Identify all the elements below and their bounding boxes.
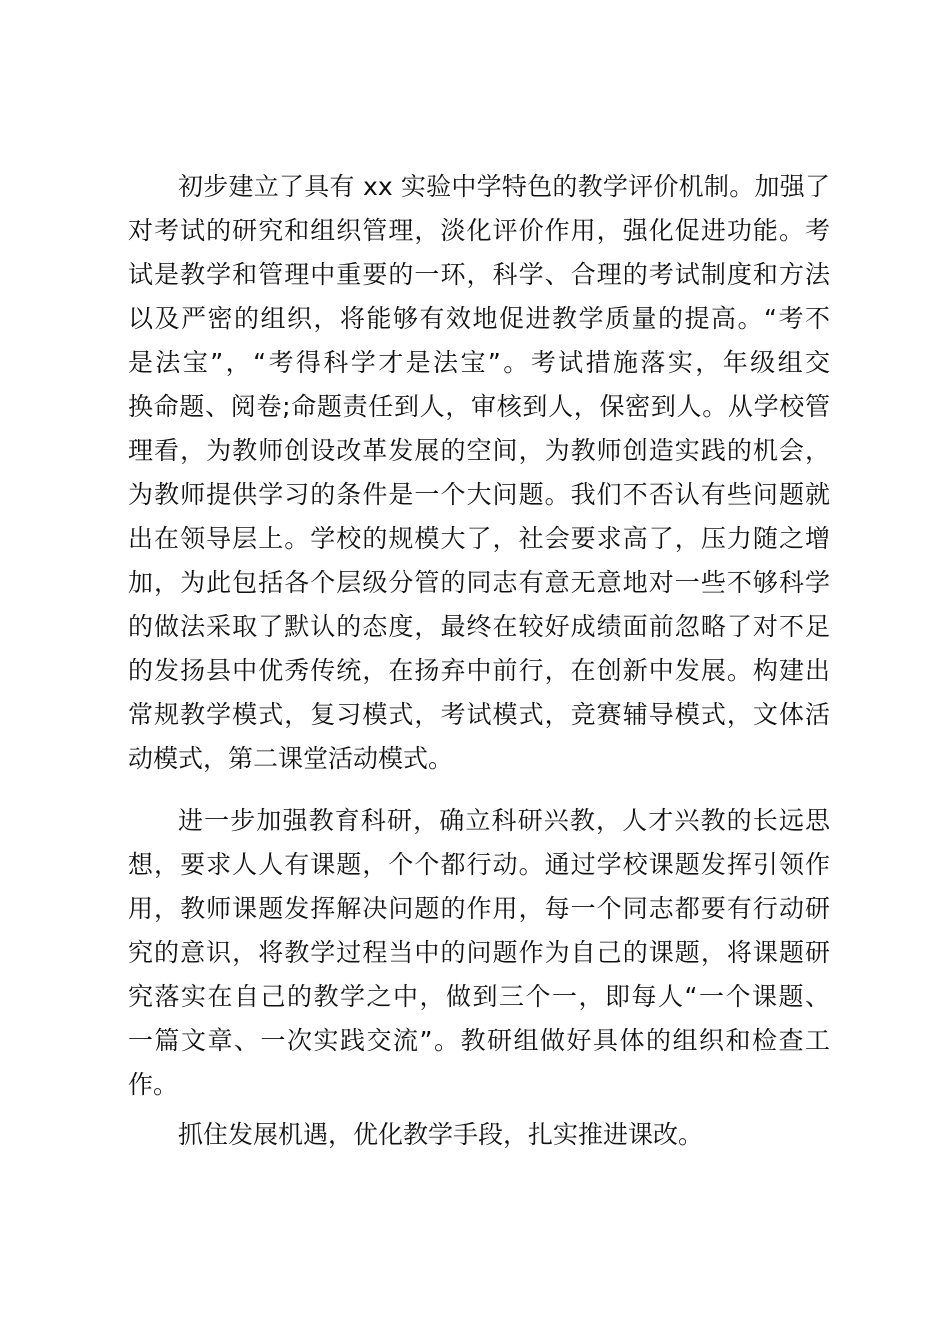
text-line: 常规教学模式，复习模式，考试模式，竞赛辅导模式，文体活 <box>128 700 830 729</box>
text-line: 初步建立了具有 xx 实验中学特色的教学评价机制。加强了 <box>178 172 830 201</box>
text-line: 加，为此包括各个层级分管的同志有意无意地对一些不够科学 <box>128 568 830 597</box>
text-line: 以及严密的组织，将能够有效地促进教学质量的提高。“考不 <box>128 304 830 333</box>
text-line: 究的意识，将教学过程当中的问题作为自己的课题，将课题研 <box>128 938 830 967</box>
text-line: 进一步加强教育科研，确立科研兴教，人才兴教的长远思 <box>178 806 830 835</box>
text-line: 理看，为教师创设改革发展的空间，为教师创造实践的机会， <box>128 436 830 465</box>
text-line: 为教师提供学习的条件是一个大问题。我们不否认有些问题就 <box>128 480 830 509</box>
text-line: 是法宝”，“考得科学才是法宝”。考试措施落实，年级组交 <box>128 348 830 377</box>
text-line: 用，教师课题发挥解决问题的作用，每一个同志都要有行动研 <box>128 894 830 923</box>
text-line: 的做法采取了默认的态度，最终在较好成绩面前忽略了对不足 <box>128 612 830 641</box>
text-line: 换命题、阅卷;命题责任到人，审核到人，保密到人。从学校管 <box>128 392 830 421</box>
text-line: 想，要求人人有课题，个个都行动。通过学校课题发挥引领作 <box>128 850 830 879</box>
text-line: 抓住发展机遇，优化教学手段，扎实推进课改。 <box>178 1120 704 1149</box>
text-line: 试是教学和管理中重要的一环，科学、合理的考试制度和方法 <box>128 260 830 289</box>
text-line: 究落实在自己的教学之中，做到三个一，即每人“一个课题、 <box>128 982 830 1011</box>
text-line: 作。 <box>128 1070 179 1099</box>
text-line: 对考试的研究和组织管理，淡化评价作用，强化促进功能。考 <box>128 216 830 245</box>
text-line: 出在领导层上。学校的规模大了，社会要求高了，压力随之增 <box>128 524 830 553</box>
text-line: 一篇文章、一次实践交流”。教研组做好具体的组织和检查工 <box>128 1026 830 1055</box>
text-line: 的发扬县中优秀传统，在扬弃中前行，在创新中发展。构建出 <box>128 656 830 685</box>
text-line: 动模式，第二课堂活动模式。 <box>128 744 454 773</box>
